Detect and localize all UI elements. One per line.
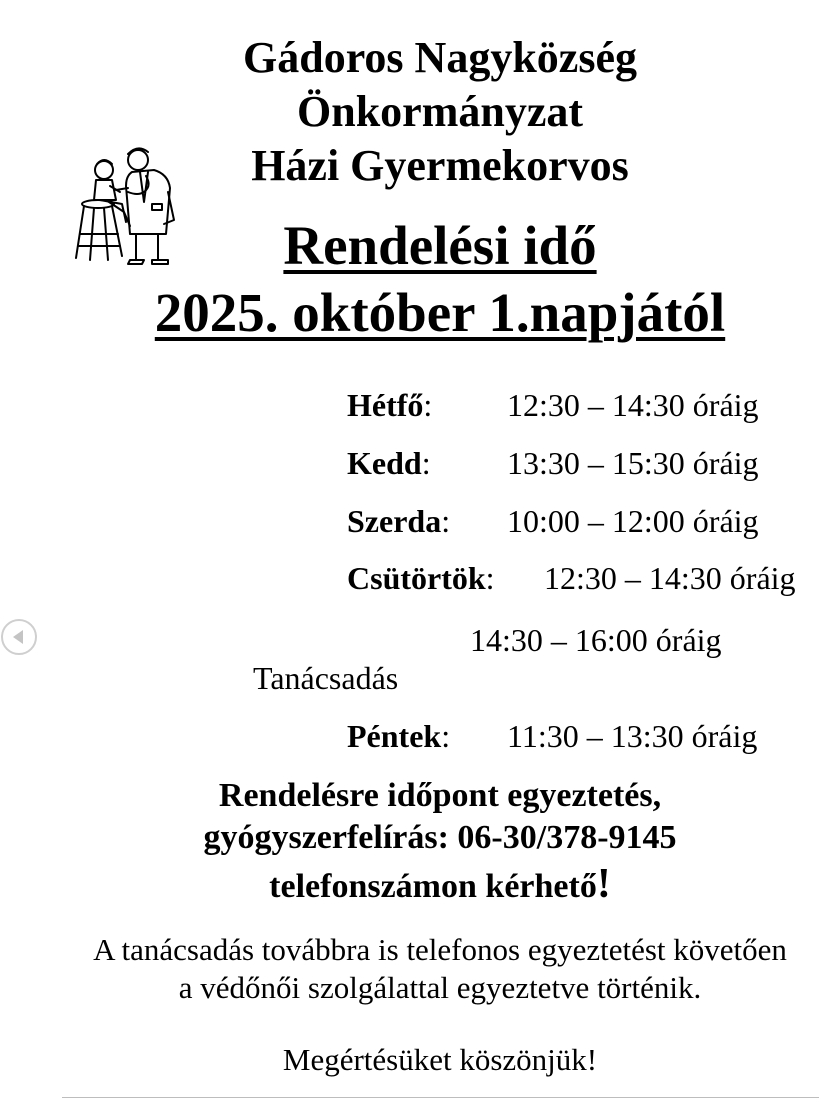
contact-line-2: gyógyszerfelírás: 06-30/378-9145 <box>203 819 677 856</box>
day-label: Hétfő <box>347 387 424 423</box>
title-line-1: Rendelési idő <box>283 215 597 276</box>
day-separator: : <box>441 503 451 539</box>
contact-line-1: Rendelésre időpont egyeztetés, <box>218 777 662 814</box>
thursday-extra-hours: 14:30 – 16:00 óráig <box>470 622 722 658</box>
day-separator: : <box>441 718 451 754</box>
title-line-2: 2025. október 1.napjától <box>154 282 726 343</box>
schedule-row-monday <box>347 385 787 425</box>
note-line-1: A tanácsadás továbbra is telefonos egyeztetést követően <box>93 932 787 967</box>
day-label: Csütörtök <box>347 560 486 596</box>
exclamation-mark: ! <box>596 861 611 907</box>
hours-value: 12:30 – 14:30 óráig <box>544 560 796 596</box>
hours-value: 10:00 – 12:00 óráig <box>507 503 759 539</box>
chevron-left-icon[interactable] <box>0 618 38 656</box>
hours-value: 13:30 – 15:30 óráig <box>507 445 759 481</box>
day-label: Szerda <box>347 503 442 539</box>
bottom-divider <box>62 1097 819 1098</box>
day-label: Péntek <box>347 718 442 754</box>
contact-line-3 <box>0 862 819 909</box>
note-line-2: a védőnői szolgálattal egyeztetve történik. <box>178 970 702 1005</box>
thanks-text: Megértésüket köszönjük! <box>282 1042 598 1077</box>
schedule-row-tuesday <box>347 443 787 483</box>
header-line-2: Önkormányzat <box>297 87 583 136</box>
schedule-row-friday <box>347 716 787 756</box>
schedule-row-wednesday <box>347 501 787 541</box>
contact-line-3-text: telefonszámon kérhető <box>269 868 597 905</box>
day-label: Kedd <box>347 445 422 481</box>
header-line-3: Házi Gyermekorvos <box>251 141 629 190</box>
hours-value: 11:30 – 13:30 óráig <box>507 718 758 754</box>
consultation-label: Tanácsadás <box>253 660 399 696</box>
day-separator: : <box>423 387 433 423</box>
hours-value: 12:30 – 14:30 óráig <box>507 387 759 423</box>
day-separator: : <box>421 445 431 481</box>
schedule-row-thursday <box>347 558 812 598</box>
header-line-1: Gádoros Nagyközség <box>243 33 637 82</box>
day-separator: : <box>485 560 495 596</box>
